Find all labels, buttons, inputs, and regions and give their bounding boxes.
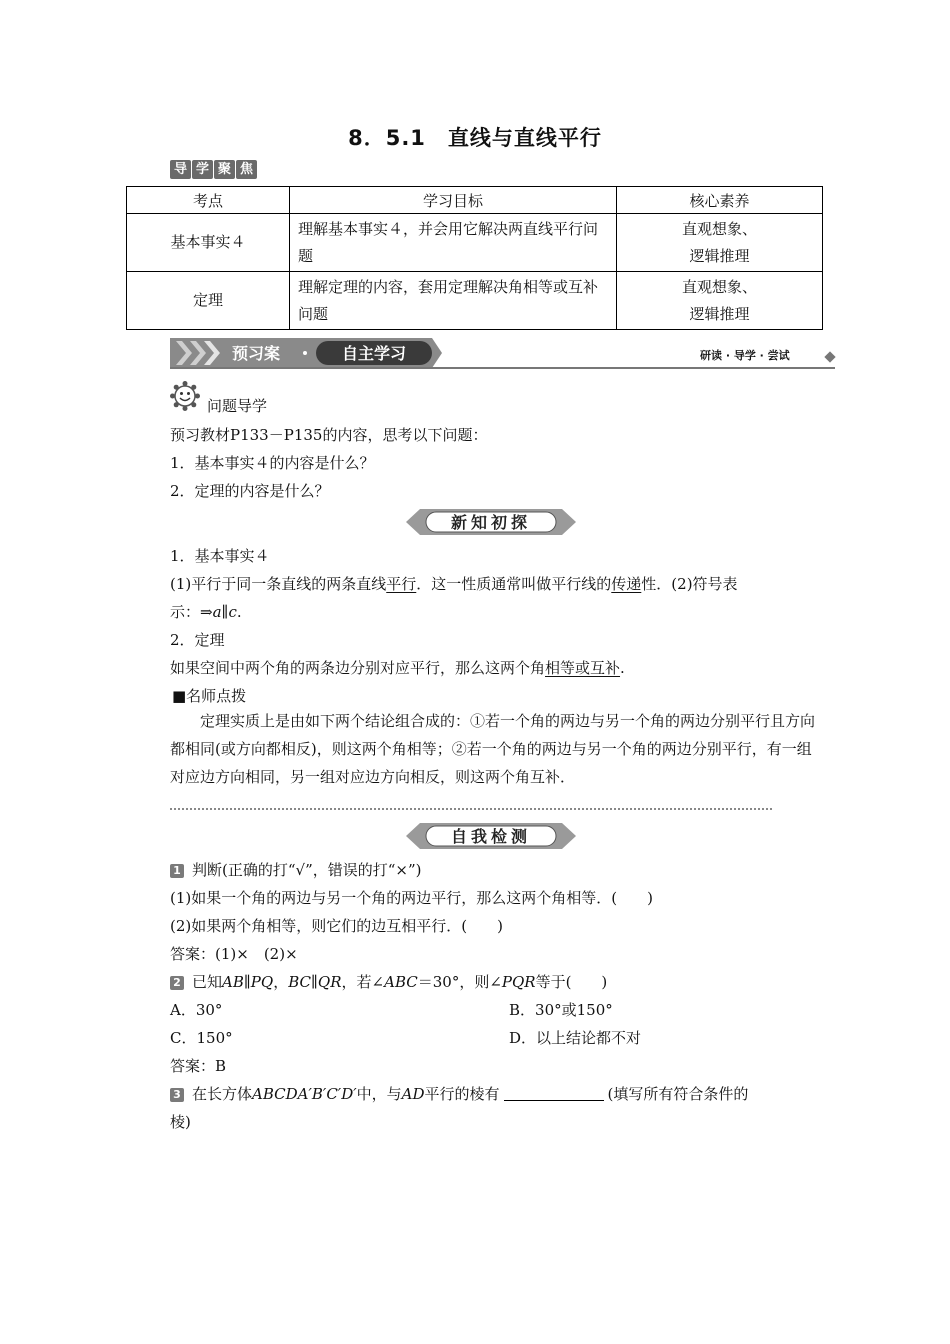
table-header: 学习目标 [290,187,617,214]
question-stem: ＝30°，则∠ [417,973,502,991]
fact-text: (1)平行于同一条直线的两条直线 [170,575,387,593]
literacy-line: 逻辑推理 [689,246,750,265]
table-row [127,214,823,272]
question-3 [170,1083,820,1104]
focus-tag-char: 学 [192,160,213,179]
self-check-title: 自我检测 [450,827,532,846]
table-cell-literacy [617,214,823,272]
table-cell-point: 定理 [127,272,290,330]
question-stem: ，若∠ [341,973,385,991]
fact-paragraph [170,601,820,622]
question-formula: ABCDA′B′C′D′ [252,1085,357,1103]
fact-paragraph [170,573,820,594]
fact-text: 示：⇒ [170,603,213,621]
fact-text: . [236,603,242,621]
new-knowledge-title: 新知初探 [450,513,532,532]
table-cell-goal: 理解定理的内容，套用定理解决角相等或互补问题 [290,272,617,330]
literacy-line: 逻辑推理 [689,304,750,323]
fact-underline: 平行 [386,575,417,593]
question-stem: 判断(正确的打“√”，错误的打“×”) [192,861,422,879]
new-knowledge-banner [406,507,576,537]
guide-heading: 问题导学 [207,397,268,415]
table-cell-point: 基本事实４ [127,214,290,272]
question-2 [170,971,820,992]
question-stem: (填写所有符合条件的 [607,1085,749,1103]
question-3-line2: 棱) [170,1113,191,1131]
self-check-banner [406,821,576,851]
page-title: 8．5.1 直线与直线平行 [348,126,602,150]
question-stem: 已知 [192,973,223,991]
literacy-line: 直观想象、 [681,277,757,296]
question-1 [170,859,820,880]
focus-tag [170,159,258,179]
question-2-answer: 答案：B [170,1057,227,1075]
question-formula: AD [401,1085,425,1103]
preview-banner [170,338,442,368]
table-cell-literacy [617,272,823,330]
question-stem: 平行的棱有 [424,1085,500,1103]
fact-underline: 传递 [611,575,642,593]
option-a: A．30° [170,1001,223,1019]
theorem-part: 如果空间中两个角的两条边分别对应平行，那么这两个角 [170,659,546,677]
table-cell-goal: 理解基本事实４，并会用它解决两直线平行问题 [290,214,617,272]
focus-tag-char: 导 [170,160,191,179]
literacy-line: 直观想象、 [681,219,757,238]
guide-intro: 预习教材P133－P135的内容，思考以下问题： [170,426,488,444]
theorem-text [170,657,820,678]
question-stem: 在长方体 [192,1085,253,1103]
question-formula: BC∥QR [288,973,342,991]
preview-tagline: 研读 · 导学 · 尝试 [700,349,790,362]
tip-heading: ■名师点拨 [172,687,247,705]
question-stem: 中，与 [356,1085,402,1103]
focus-tag-char: 焦 [236,160,257,179]
banner-divider [170,367,835,369]
answer-blank[interactable] [504,1086,604,1101]
theorem-underline: 相等或互补 [545,659,621,677]
question-1-item: (2)如果两个角相等，则它们的边互相平行．( ) [170,917,503,935]
option-b: B．30°或150° [509,1001,613,1019]
option-c: C．150° [170,1029,233,1047]
focus-tag-char: 聚 [214,160,235,179]
question-stem: ， [273,973,289,991]
preview-banner-left: 预习案 [232,344,281,363]
table-row [127,272,823,330]
guide-question: 2．定理的内容是什么？ [170,482,330,500]
option-d: D．以上结论都不对 [509,1029,642,1047]
fact-formula: a∥c [212,603,237,621]
goals-table [126,186,823,330]
question-number-badge: 1 [170,864,184,878]
question-1-item: (1)如果一个角的两边与另一个角的两边平行，那么这两个角相等．( ) [170,889,653,907]
question-number-badge: 3 [170,1088,184,1102]
fact-text: 性．(2)符号表 [641,575,738,593]
question-formula: ABC [384,973,418,991]
question-stem: 等于( ) [535,973,608,991]
question-1-answer: 答案：(1)× (2)× [170,945,298,963]
table-header: 核心素养 [617,187,823,214]
smiley-sun-icon [170,381,200,411]
section-divider [170,808,772,810]
fact-text: ．这一性质通常叫做平行线的 [416,575,612,593]
table-header-row [127,187,823,214]
fact-heading: 1．基本事实４ [170,547,270,565]
preview-banner-right: 自主学习 [341,344,407,363]
table-header: 考点 [127,187,290,214]
question-formula: AB∥PQ [222,973,274,991]
diamond-icon [824,351,835,362]
tip-text: 定理实质上是由如下两个结论组合成的：①若一个角的两边与另一个角的两边分别平行且方向都相同(或方向都相反)，则这两个角相等；②若一个角的两边与另一个角的两边分别平行，有一组对应边方向相同，另一组对应边方向相反，则这两个角互补． [170,712,816,786]
question-number-badge: 2 [170,976,184,990]
guide-question: 1．基本事实４的内容是什么？ [170,454,375,472]
theorem-heading: 2．定理 [170,631,225,649]
question-formula: PQR [501,973,536,991]
theorem-part: . [620,659,625,677]
